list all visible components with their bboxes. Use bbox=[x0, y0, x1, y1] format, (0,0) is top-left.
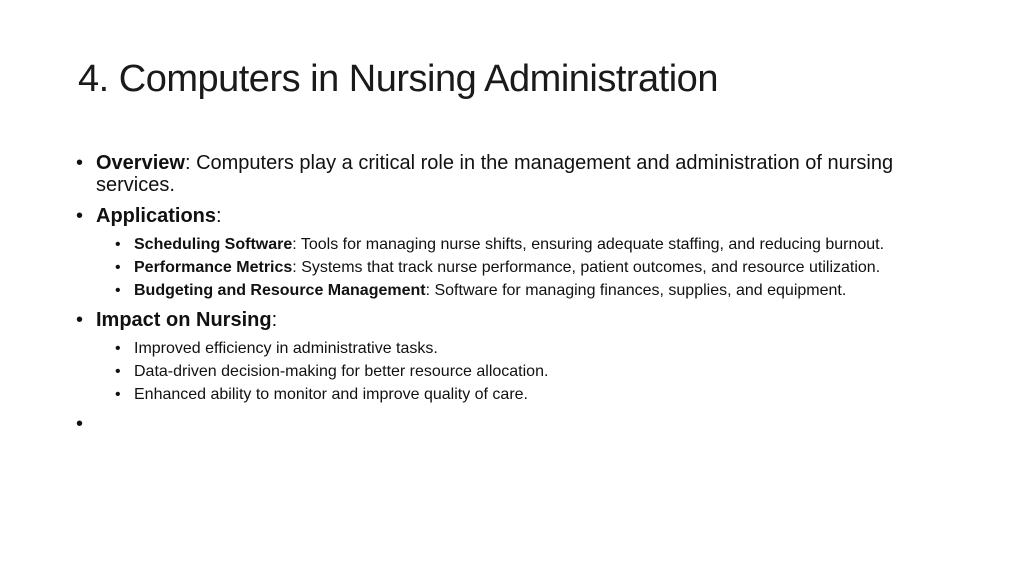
bullet-empty bbox=[76, 413, 956, 435]
bullet-marker: • bbox=[115, 259, 121, 276]
performance-text: : Systems that track nurse performance, patient outcomes, and resource utilization. bbox=[292, 259, 881, 276]
bullet-marker: • bbox=[76, 309, 84, 331]
sub-bullet-impact-1 bbox=[115, 340, 956, 358]
impact-label: Impact on Nursing bbox=[96, 309, 272, 331]
scheduling-label: Scheduling Software bbox=[134, 236, 293, 253]
applications-suffix: : bbox=[216, 205, 222, 227]
sub-bullet-impact-3 bbox=[115, 386, 956, 404]
bullet-marker: • bbox=[115, 282, 121, 299]
budgeting-label: Budgeting and Resource Management bbox=[134, 282, 426, 299]
bullet-marker: • bbox=[115, 386, 121, 403]
overview-label: Overview bbox=[96, 152, 185, 174]
bullet-marker: • bbox=[115, 340, 121, 357]
bullet-marker: • bbox=[115, 236, 121, 253]
bullet-overview bbox=[76, 152, 956, 196]
overview-text: : Computers play a critical role in the management and administration of nursing services. bbox=[96, 152, 894, 196]
sub-bullet-impact-2 bbox=[115, 363, 956, 381]
applications-label: Applications bbox=[96, 205, 217, 227]
bullet-marker: • bbox=[76, 413, 84, 435]
slide-title: 4. Computers in Nursing Administration bbox=[78, 58, 718, 100]
impact-item-text: Improved efficiency in administrative tasks. bbox=[134, 340, 438, 357]
sub-bullet-scheduling bbox=[115, 236, 956, 254]
impact-item-text: Data-driven decision-making for better resource allocation. bbox=[134, 363, 549, 380]
sub-bullet-budgeting bbox=[115, 282, 956, 300]
bullet-marker: • bbox=[76, 205, 84, 227]
bullet-applications bbox=[76, 205, 956, 227]
impact-item-text: Enhanced ability to monitor and improve quality of care. bbox=[134, 386, 528, 403]
slide-body bbox=[76, 152, 956, 444]
impact-suffix: : bbox=[271, 309, 278, 331]
bullet-impact bbox=[76, 309, 956, 331]
sub-bullet-performance bbox=[115, 259, 956, 277]
bullet-marker: • bbox=[76, 152, 84, 174]
budgeting-text: : Software for managing finances, supplies, and equipment. bbox=[425, 282, 847, 299]
scheduling-text: : Tools for managing nurse shifts, ensuring adequate staffing, and reducing burnout. bbox=[292, 236, 885, 253]
performance-label: Performance Metrics bbox=[134, 259, 293, 276]
bullet-marker: • bbox=[115, 363, 121, 380]
